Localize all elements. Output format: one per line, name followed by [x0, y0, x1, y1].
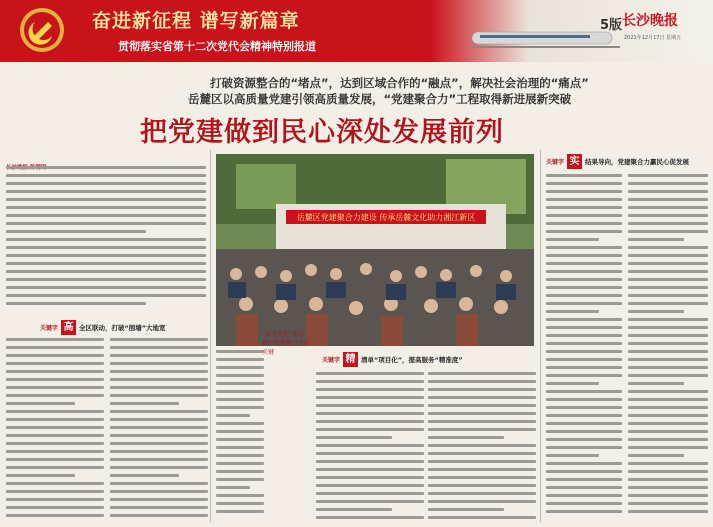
text-line [110, 410, 208, 413]
left-column-text [6, 166, 206, 316]
text-line [546, 262, 622, 265]
text-line [110, 386, 208, 389]
section-title: 清单“项目化”，提高服务“精准度” [361, 356, 463, 364]
text-line [216, 398, 264, 401]
text-line [546, 486, 622, 489]
subheadline-1: 打破资源整合的“堵点”，达到区域合作的“融点”，解决社会治理的“痛点” [210, 76, 589, 90]
text-line [316, 476, 424, 479]
text-line [428, 468, 536, 471]
text-line [428, 436, 504, 439]
text-line [6, 370, 104, 373]
text-line [628, 398, 708, 401]
text-line [216, 406, 264, 409]
text-line [110, 338, 208, 341]
text-line [428, 380, 536, 383]
section-badge: 高 [61, 320, 76, 335]
text-line [6, 278, 206, 281]
banner-subslogan: 贯彻落实省第十二次党代会精神特别报道 [118, 40, 316, 53]
text-line [546, 198, 622, 201]
text-line [628, 470, 708, 473]
text-line [546, 414, 622, 417]
text-line [546, 302, 622, 305]
text-line [6, 174, 206, 177]
text-line [546, 334, 622, 337]
section-title: 全区联动，打破“围墙”大地宽 [79, 324, 166, 332]
text-line [546, 174, 622, 177]
banner-slogan: 奋进新征程 谱写新篇章 [92, 10, 300, 32]
section-keyword: 关键字 [40, 325, 59, 332]
train-illustration-icon [470, 22, 620, 52]
text-line [6, 198, 206, 201]
text-line [546, 454, 599, 457]
text-line [628, 390, 708, 393]
text-line [110, 370, 208, 373]
text-line [428, 428, 536, 431]
text-line [628, 190, 708, 193]
text-line [316, 484, 424, 487]
right-text-a [546, 174, 622, 524]
text-line [6, 182, 206, 185]
text-line [628, 358, 708, 361]
text-line [6, 466, 104, 469]
text-line [216, 438, 264, 441]
text-line [628, 238, 684, 241]
text-line [546, 182, 622, 185]
text-line [6, 474, 75, 477]
middle-text-b [428, 372, 536, 524]
text-line [546, 422, 622, 425]
text-line [546, 238, 599, 241]
text-line [428, 420, 536, 423]
left-column-text-b [110, 338, 208, 524]
text-line [6, 190, 206, 193]
column-divider [210, 150, 211, 522]
text-line [6, 402, 75, 405]
text-line [546, 462, 622, 465]
text-line [546, 398, 622, 401]
text-line [628, 422, 708, 425]
text-line [628, 374, 708, 377]
text-line [316, 460, 424, 463]
dateline: 2021年12月17日 星期五 [624, 35, 682, 41]
text-line [6, 262, 206, 265]
text-line [316, 388, 424, 391]
text-line [546, 438, 622, 441]
text-line [216, 454, 264, 457]
text-line [428, 396, 536, 399]
text-line [6, 246, 206, 249]
text-line [110, 458, 208, 461]
text-line [110, 474, 179, 477]
text-line [110, 482, 208, 485]
text-line [546, 430, 622, 433]
text-line [6, 386, 104, 389]
text-line [216, 478, 264, 481]
text-line [546, 406, 622, 409]
text-line [628, 286, 708, 289]
text-line [110, 466, 208, 469]
text-line [628, 302, 708, 305]
text-line [546, 390, 622, 393]
section-badge: 精 [343, 352, 358, 367]
text-line [628, 310, 684, 313]
text-line [628, 278, 708, 281]
text-line [110, 402, 179, 405]
text-line [428, 412, 536, 415]
text-line [628, 502, 708, 505]
column-divider [540, 150, 541, 522]
text-line [628, 430, 708, 433]
text-line [546, 214, 622, 217]
text-line [216, 414, 250, 417]
text-line [428, 500, 536, 503]
text-line [6, 214, 206, 217]
text-line [316, 380, 424, 383]
text-line [546, 478, 622, 481]
text-line [628, 446, 708, 449]
middle-narrow-text [216, 350, 264, 522]
photo-banner-text: 岳麓区党建聚合力建设 传承岳麓文化助力湘江新区 [296, 213, 476, 222]
text-line [216, 462, 264, 465]
text-line [110, 378, 208, 381]
text-line [546, 470, 622, 473]
text-line [110, 442, 208, 445]
text-line [110, 394, 208, 397]
text-line [316, 468, 424, 471]
text-line [6, 514, 104, 517]
text-line [110, 354, 208, 357]
text-line [6, 206, 206, 209]
text-line [628, 326, 708, 329]
text-line [546, 206, 622, 209]
text-line [546, 446, 622, 449]
text-line [546, 366, 622, 369]
text-line [428, 388, 536, 391]
text-line [6, 378, 104, 381]
text-line [628, 350, 708, 353]
text-line [428, 372, 536, 375]
page-number: 5版 [600, 18, 623, 33]
text-line [428, 484, 536, 487]
text-line [546, 510, 622, 513]
middle-text-a [316, 372, 424, 524]
text-line [316, 492, 424, 495]
section-keyword: 关键字 [322, 357, 341, 364]
text-line [628, 222, 708, 225]
text-line [628, 230, 708, 233]
text-line [546, 342, 622, 345]
text-line [546, 230, 622, 233]
section-keyword: 关键字 [546, 159, 565, 166]
text-line [110, 450, 208, 453]
text-line [216, 374, 264, 377]
text-line [628, 206, 708, 209]
text-line [316, 436, 392, 439]
text-line [6, 418, 104, 421]
text-line [628, 318, 708, 321]
text-line [6, 222, 206, 225]
text-line [546, 382, 599, 385]
text-line [110, 506, 208, 509]
text-line [6, 362, 104, 365]
text-line [6, 498, 104, 501]
text-line [628, 462, 708, 465]
text-line [628, 246, 708, 249]
text-line [110, 426, 208, 429]
text-line [628, 366, 708, 369]
text-line [216, 382, 264, 385]
text-line [6, 426, 104, 429]
pull-quote: “高关党建”是岳麓区党建聚合力的关键 [262, 331, 311, 356]
text-line [316, 508, 392, 511]
right-text-b [628, 174, 708, 524]
text-line [316, 444, 424, 447]
text-line [6, 286, 206, 289]
text-line [6, 442, 104, 445]
text-line [546, 270, 622, 273]
text-line [628, 406, 708, 409]
text-line [6, 506, 104, 509]
text-line [628, 270, 708, 273]
text-line [546, 374, 622, 377]
text-line [628, 254, 708, 257]
text-line [628, 510, 708, 513]
text-line [216, 502, 264, 505]
text-line [316, 396, 424, 399]
text-line [316, 372, 424, 375]
text-line [546, 318, 622, 321]
left-column-text-a [6, 338, 104, 524]
main-headline: 把党建做到民心深处发展前列 [140, 117, 504, 148]
text-line [6, 230, 146, 233]
text-line [216, 366, 264, 369]
text-line [316, 516, 424, 519]
text-line [6, 338, 104, 341]
text-line [628, 454, 684, 457]
text-line [428, 452, 536, 455]
section-title: 结果导向，党建聚合力赢民心促发展 [585, 158, 690, 166]
text-line [6, 482, 104, 485]
text-line [6, 346, 104, 349]
text-line [628, 414, 708, 417]
text-line [628, 214, 708, 217]
text-line [110, 362, 208, 365]
text-line [546, 326, 622, 329]
text-line [216, 494, 264, 497]
text-line [628, 198, 708, 201]
text-line [316, 500, 424, 503]
text-line [216, 510, 264, 513]
text-line [428, 476, 536, 479]
text-line [428, 508, 504, 511]
text-line [628, 494, 708, 497]
text-line [316, 412, 424, 415]
text-line [110, 490, 208, 493]
text-line [628, 342, 708, 345]
text-line [546, 358, 622, 361]
text-line [546, 254, 622, 257]
text-line [628, 262, 708, 265]
text-line [216, 470, 264, 473]
text-line [6, 434, 104, 437]
article-photo [216, 154, 534, 346]
text-line [6, 410, 104, 413]
text-line [428, 460, 536, 463]
text-line [546, 502, 622, 505]
text-line [216, 486, 250, 489]
text-line [546, 278, 622, 281]
text-line [546, 294, 622, 297]
text-line [110, 418, 208, 421]
text-line [6, 294, 206, 297]
text-line [428, 444, 536, 447]
text-line [6, 302, 146, 305]
newspaper-logo: 长沙晚报 [622, 13, 678, 29]
text-line [110, 346, 208, 349]
text-line [628, 382, 684, 385]
text-line [216, 350, 264, 353]
text-line [628, 294, 708, 297]
text-line [110, 434, 208, 437]
text-line [6, 490, 104, 493]
text-line [110, 514, 208, 517]
text-line [6, 238, 206, 241]
text-line [316, 428, 424, 431]
text-line [428, 516, 536, 519]
party-emblem-icon [18, 6, 66, 54]
text-line [546, 310, 599, 313]
section-heading-jing [322, 352, 463, 367]
section-badge: 实 [567, 154, 582, 169]
text-line [628, 438, 708, 441]
text-line [110, 498, 208, 501]
text-line [6, 166, 206, 169]
text-line [428, 492, 536, 495]
section-heading-gao [40, 320, 166, 335]
text-line [546, 222, 622, 225]
subheadline-2: 岳麓区以高质量党建引领高质量发展，“党建聚合力”工程取得新进展新突破 [188, 92, 572, 106]
text-line [216, 422, 264, 425]
text-line [6, 270, 206, 273]
text-line [216, 446, 264, 449]
text-line [546, 350, 622, 353]
text-line [216, 390, 264, 393]
text-line [546, 286, 622, 289]
text-line [546, 494, 622, 497]
text-line [216, 430, 264, 433]
text-line [316, 404, 424, 407]
text-line [316, 420, 424, 423]
text-line [6, 458, 104, 461]
text-line [546, 190, 622, 193]
text-line [546, 246, 622, 249]
text-line [628, 174, 708, 177]
text-line [6, 254, 206, 257]
text-line [628, 486, 708, 489]
text-line [628, 334, 708, 337]
text-line [6, 450, 104, 453]
text-line [316, 452, 424, 455]
text-line [6, 394, 104, 397]
text-line [6, 354, 104, 357]
text-line [628, 478, 708, 481]
text-line [428, 404, 536, 407]
section-heading-shi [546, 154, 689, 169]
text-line [216, 358, 264, 361]
text-line [628, 182, 708, 185]
